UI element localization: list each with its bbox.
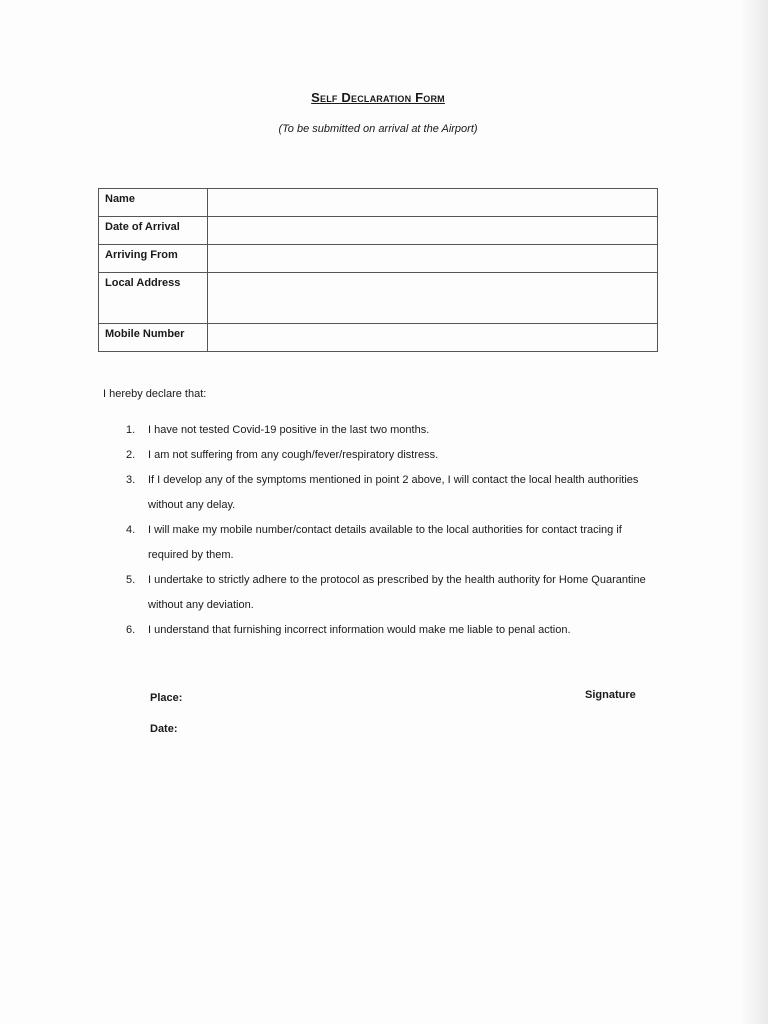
list-item-number: 6. [126,624,136,636]
declaration-intro: I hereby declare that: [103,388,207,400]
list-item-text: I am not suffering from any cough/fever/respiratory distress. [148,449,439,461]
table-row-mobile-number [99,324,658,352]
list-item-text: I have not tested Covid-19 positive in the last two months. [148,424,430,436]
list-item [126,618,646,643]
form-subtitle: (To be submitted on arrival at the Airport) [278,123,478,135]
list-item [126,443,646,468]
table-row-arriving-from [99,245,658,273]
signature-label: Signature [585,689,636,701]
place-label: Place: [150,692,183,704]
date-label: Date: [150,723,178,735]
list-item-number: 5. [126,574,136,586]
list-item [126,518,646,568]
list-item-text: If I develop any of the symptoms mentioned in point 2 above, I will contact the local health authorities without any delay. [148,474,639,511]
local-address-label: Local Address [99,273,208,324]
date-of-arrival-label: Date of Arrival [99,217,208,245]
list-item [126,568,646,618]
form-title: Self Declaration Form [311,90,445,105]
mobile-number-field[interactable] [208,324,658,352]
table-row-name [99,189,658,217]
list-item [126,468,646,518]
list-item-number: 2. [126,449,136,461]
list-item [126,418,646,443]
list-item-text: I undertake to strictly adhere to the protocol as prescribed by the health authority for Home Quarantine without any deviation. [148,574,646,611]
table-row-date-of-arrival [99,217,658,245]
arriving-from-field[interactable] [208,245,658,273]
list-item-number: 4. [126,524,136,536]
mobile-number-label: Mobile Number [99,324,208,352]
arriving-from-label: Arriving From [99,245,208,273]
date-of-arrival-field[interactable] [208,217,658,245]
name-field[interactable] [208,189,658,217]
page-edge-shadow [740,0,768,1024]
list-item-text: I will make my mobile number/contact details available to the local authorities for contact tracing if required by them. [148,524,622,561]
list-item-text: I understand that furnishing incorrect information would make me liable to penal action. [148,624,571,636]
list-item-number: 3. [126,474,136,486]
list-item-number: 1. [126,424,136,436]
name-label: Name [99,189,208,217]
details-table [98,188,658,352]
table-row-local-address [99,273,658,324]
local-address-field[interactable] [208,273,658,324]
declaration-list [126,418,646,643]
